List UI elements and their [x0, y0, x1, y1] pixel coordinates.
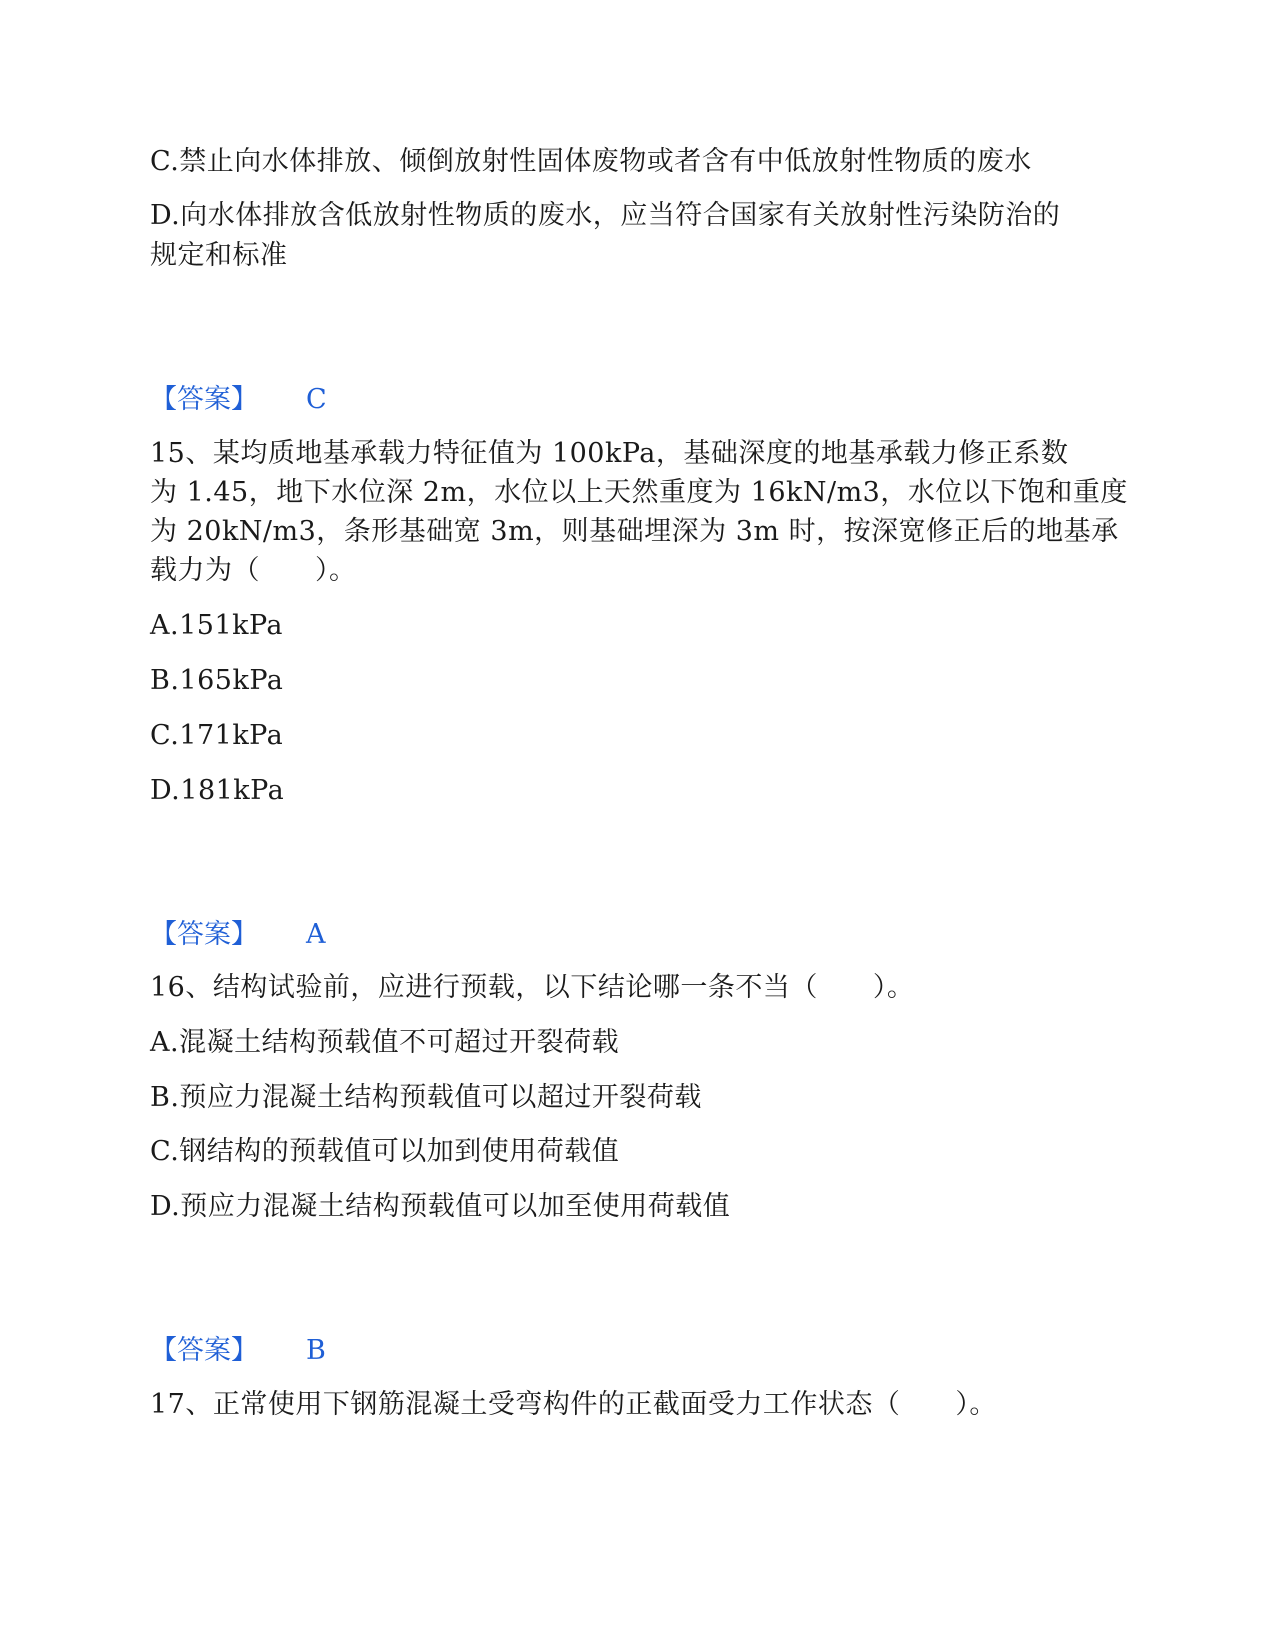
q15-stem-line4: 载力为（ ）。: [150, 555, 357, 586]
q14-option-c: C.禁止向水体排放、倾倒放射性固体废物或者含有中低放射性物质的废水: [150, 146, 1032, 177]
q14-option-d-line1: D.向水体排放含低放射性物质的废水，应当符合国家有关放射性污染防治的: [150, 200, 1061, 231]
q15-option-c: C.171kPa: [150, 720, 284, 751]
q16-option-c: C.钢结构的预载值可以加到使用荷载值: [150, 1136, 620, 1167]
q16-option-b: B.预应力混凝土结构预载值可以超过开裂荷载: [150, 1082, 702, 1113]
q14-option-d-line2: 规定和标准: [150, 240, 288, 271]
q15-stem-line2: 为 1.45，地下水位深 2m，水位以上天然重度为 16kN/m3，水位以下饱和重度: [150, 477, 1128, 508]
answer-value: B: [306, 1335, 326, 1366]
q17-stem: 17、正常使用下钢筋混凝土受弯构件的正截面受力工作状态（ ）。: [150, 1389, 997, 1420]
q15-stem-line3: 为 20kN/m3，条形基础宽 3m，则基础埋深为 3m 时，按深宽修正后的地基承: [150, 516, 1119, 547]
answer-label: 【答案】: [150, 1335, 258, 1366]
q14-answer: [150, 380, 327, 420]
answer-value: A: [306, 919, 326, 950]
q16-option-a: A.混凝土结构预载值不可超过开裂荷载: [150, 1027, 620, 1058]
q16-answer: [150, 1331, 326, 1371]
answer-label: 【答案】: [150, 384, 258, 415]
q15-option-b: B.165kPa: [150, 665, 284, 696]
q15-answer: [150, 915, 326, 955]
q15-stem-line1: 15、某均质地基承载力特征值为 100kPa，基础深度的地基承载力修正系数: [150, 438, 1069, 469]
q16-option-d: D.预应力混凝土结构预载值可以加至使用荷载值: [150, 1191, 731, 1222]
q16-stem: 16、结构试验前，应进行预载，以下结论哪一条不当（ ）。: [150, 972, 915, 1003]
answer-value: C: [306, 384, 327, 415]
answer-label: 【答案】: [150, 919, 258, 950]
q15-option-a: A.151kPa: [150, 610, 284, 641]
q15-option-d: D.181kPa: [150, 775, 285, 806]
